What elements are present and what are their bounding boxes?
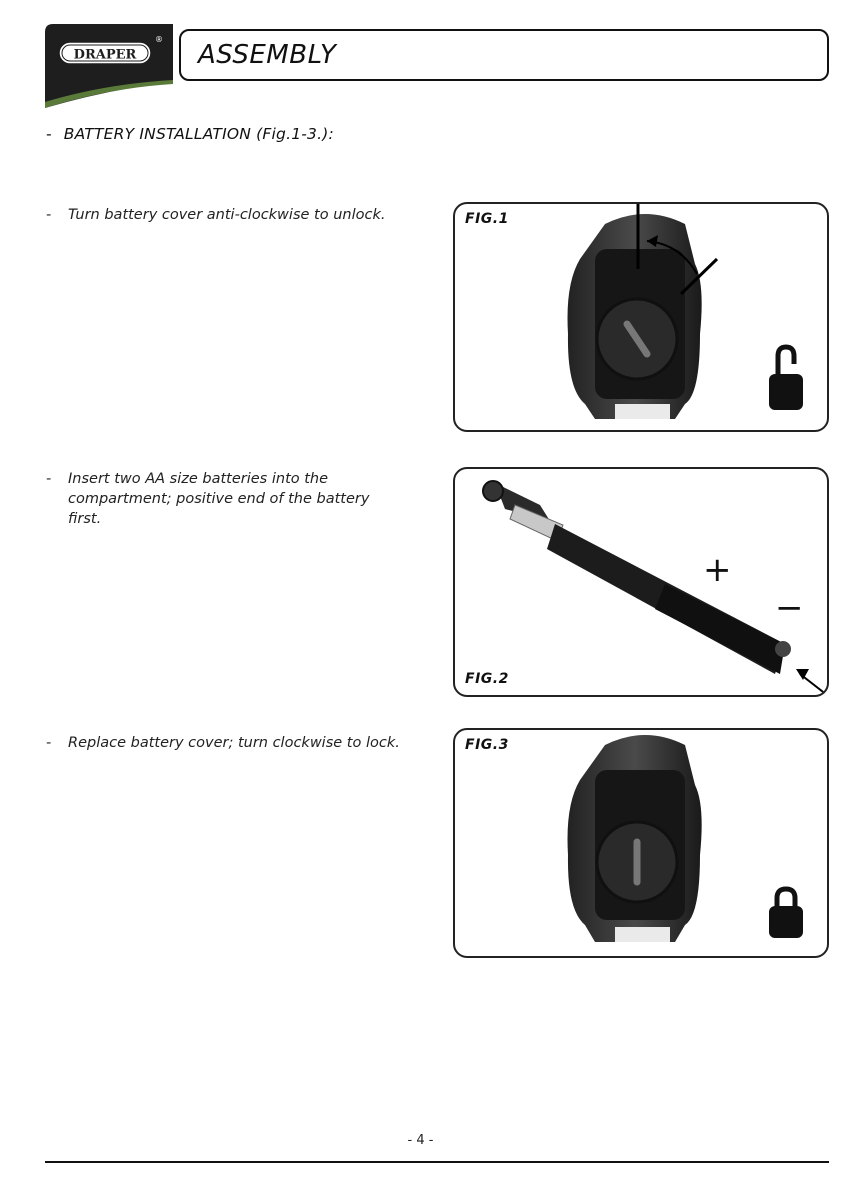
step-text: Insert two AA size batteries into the compartment; positive end of the battery first. — [68, 471, 370, 527]
page-number: - 4 - — [407, 1133, 434, 1148]
figure-label: FIG.3 — [465, 737, 509, 753]
torque-wrench-photo — [455, 469, 827, 695]
step-1 — [46, 205, 436, 225]
unlocked-padlock-icon — [769, 344, 803, 410]
step-2 — [46, 469, 406, 529]
step-text: Replace battery cover; turn clockwise to lock. — [68, 735, 400, 751]
figure-label: FIG.2 — [465, 671, 509, 687]
figure-label: FIG.1 — [465, 211, 509, 227]
step-dash: - — [46, 471, 52, 487]
footer-divider — [45, 1161, 829, 1163]
title-box — [179, 29, 829, 81]
section-heading — [46, 125, 334, 143]
figure-2 — [453, 467, 829, 697]
registered-mark: ® — [155, 35, 163, 44]
heading-text: BATTERY INSTALLATION (Fig.1-3.): — [63, 125, 334, 143]
locked-padlock-icon — [769, 886, 803, 938]
step-dash: - — [46, 735, 52, 751]
figure-1 — [453, 202, 829, 432]
heading-dash: - — [46, 125, 52, 143]
step-3 — [46, 733, 436, 753]
step-dash: - — [46, 207, 52, 223]
draper-logo — [45, 24, 173, 108]
page-title: ASSEMBLY — [198, 40, 337, 70]
figure-3 — [453, 728, 829, 958]
step-text: Turn battery cover anti-clockwise to unlock. — [68, 207, 386, 223]
negative-symbol: − — [775, 588, 804, 628]
positive-symbol: + — [703, 550, 732, 590]
brand-text: DRAPER — [73, 47, 137, 63]
